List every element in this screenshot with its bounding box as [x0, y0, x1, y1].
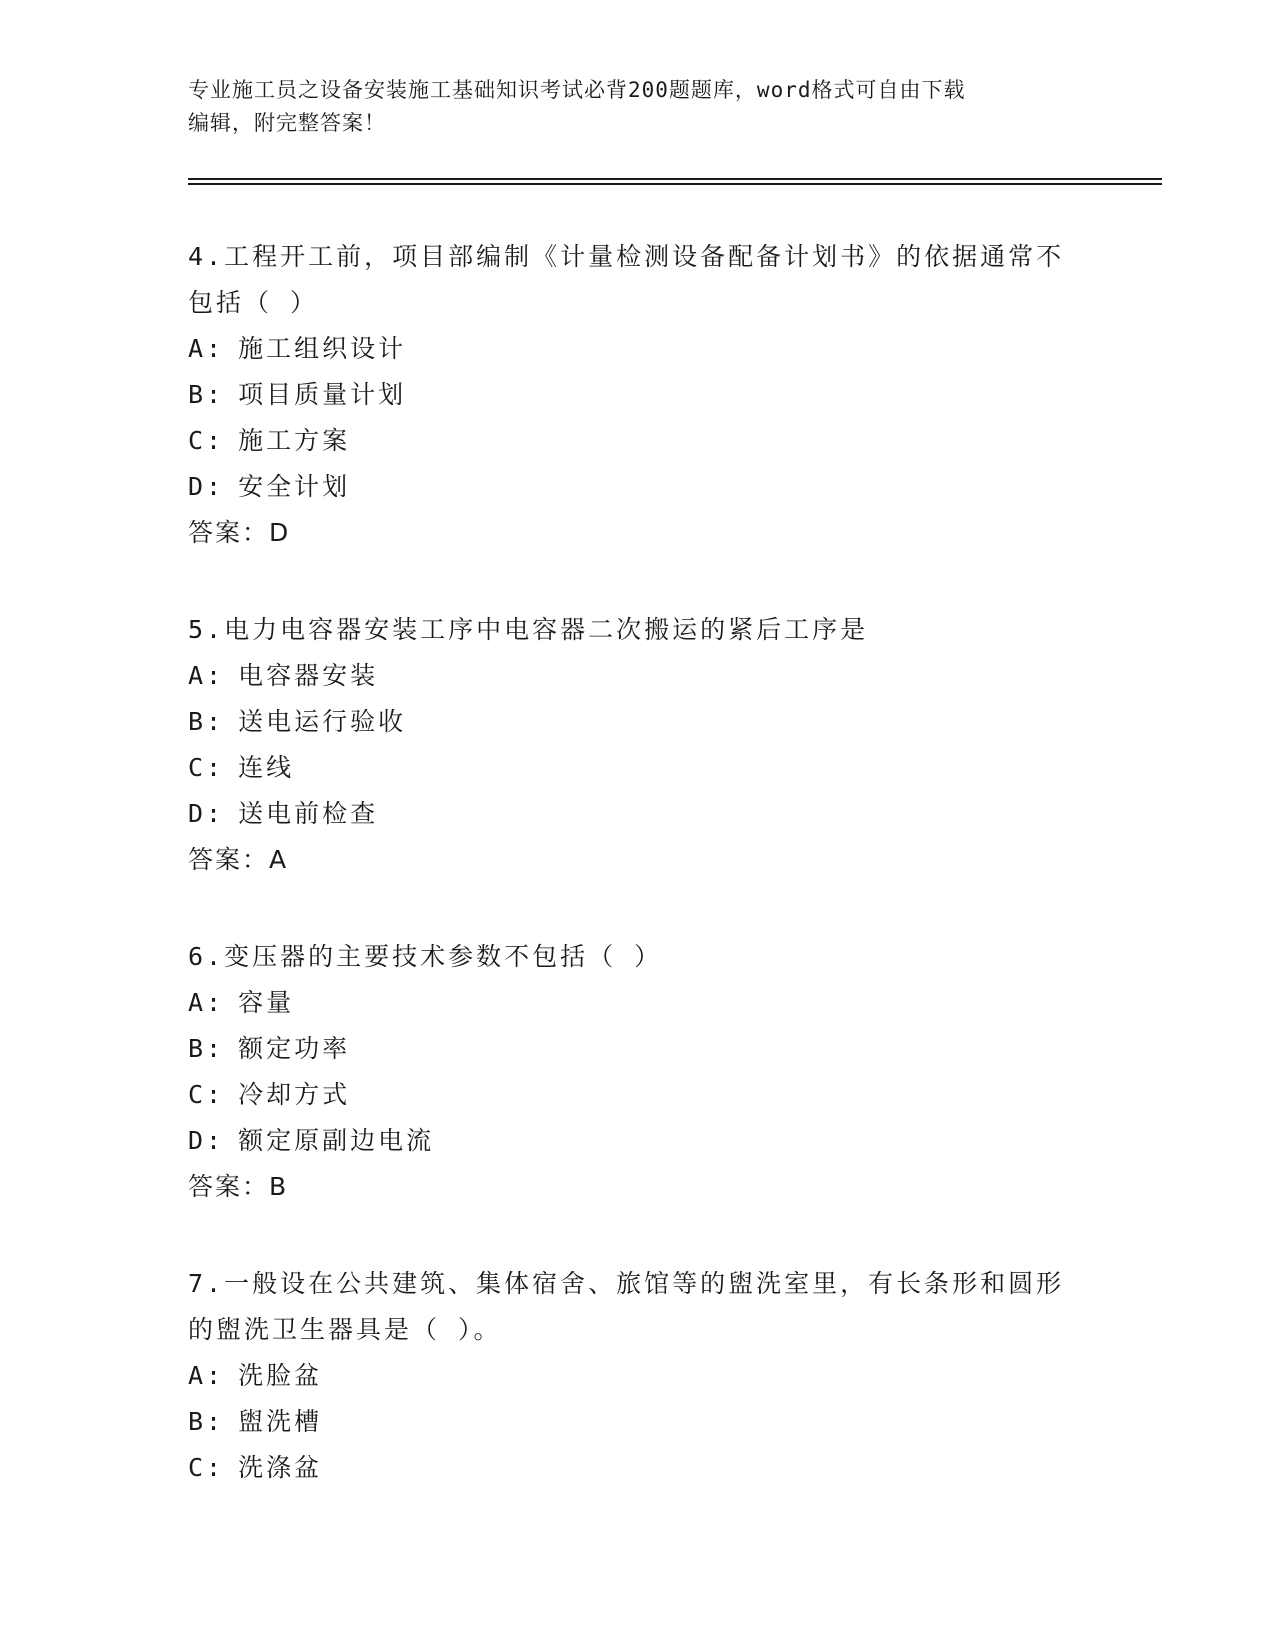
- answer-line: 答案：A: [188, 845, 289, 874]
- option-letter: C:: [188, 426, 225, 455]
- question-text: [188, 234, 1088, 326]
- header-divider-bottom: [188, 183, 1162, 185]
- header-line-2: 编辑，附完整答案！: [188, 111, 386, 135]
- option-b: [188, 1399, 1088, 1445]
- option-d: [188, 791, 1088, 837]
- option-text: 送电运行验收: [238, 707, 407, 736]
- option-b: [188, 372, 1088, 418]
- option-b: [188, 699, 1088, 745]
- option-text: 容量: [238, 988, 295, 1017]
- question-number: 6.: [188, 942, 225, 971]
- question-number: 5.: [188, 615, 225, 644]
- answer-line: 答案：D: [188, 518, 291, 547]
- option-text: 额定原副边电流: [238, 1126, 435, 1155]
- option-c: [188, 1072, 1088, 1118]
- answer-line: 答案：B: [188, 1172, 289, 1201]
- question-6: [188, 934, 1088, 1210]
- option-text: 洗脸盆: [238, 1361, 323, 1390]
- option-text: 安全计划: [238, 472, 351, 501]
- question-text: [188, 1261, 1088, 1353]
- option-a: [188, 980, 1088, 1026]
- question-5: [188, 607, 1088, 883]
- option-letter: C:: [188, 1080, 225, 1109]
- option-text: 洗涤盆: [238, 1453, 323, 1482]
- option-letter: C:: [188, 753, 225, 782]
- question-body: 变压器的主要技术参数不包括（ ）: [224, 942, 663, 971]
- option-a: [188, 326, 1088, 372]
- header-line-1: 专业施工员之设备安装施工基础知识考试必背200题题库，word格式可自由下载: [188, 78, 966, 102]
- option-text: 连线: [238, 753, 295, 782]
- option-c: [188, 418, 1088, 464]
- option-letter: B:: [188, 1407, 225, 1436]
- option-letter: D:: [188, 1126, 225, 1155]
- option-letter: B:: [188, 707, 225, 736]
- option-d: [188, 1118, 1088, 1164]
- question-number: 7.: [188, 1269, 225, 1298]
- option-a: [188, 1353, 1088, 1399]
- question-body: 一般设在公共建筑、集体宿舍、旅馆等的盥洗室里，有长条形和圆形的盥洗卫生器具是（ ）。: [188, 1269, 1065, 1344]
- document-header: [188, 74, 1088, 140]
- question-4: [188, 234, 1088, 556]
- option-letter: B:: [188, 380, 225, 409]
- question-text: [188, 934, 1088, 980]
- question-body: 电力电容器安装工序中电容器二次搬运的紧后工序是: [224, 615, 869, 644]
- question-list: [188, 234, 1088, 1542]
- option-letter: D:: [188, 799, 225, 828]
- option-letter: A:: [188, 1361, 225, 1390]
- option-a: [188, 653, 1088, 699]
- option-b: [188, 1026, 1088, 1072]
- option-text: 施工组织设计: [238, 334, 407, 363]
- option-text: 冷却方式: [238, 1080, 351, 1109]
- option-c: [188, 745, 1088, 791]
- question-text: [188, 607, 1088, 653]
- option-text: 项目质量计划: [238, 380, 407, 409]
- question-body: 工程开工前，项目部编制《计量检测设备配备计划书》的依据通常不包括（ ）: [188, 242, 1065, 317]
- option-letter: A:: [188, 334, 225, 363]
- option-text: 送电前检查: [238, 799, 379, 828]
- header-divider-top: [188, 178, 1162, 180]
- option-text: 施工方案: [238, 426, 351, 455]
- option-letter: D:: [188, 472, 225, 501]
- option-letter: A:: [188, 661, 225, 690]
- option-text: 电容器安装: [238, 661, 379, 690]
- question-7: [188, 1261, 1088, 1491]
- option-text: 额定功率: [238, 1034, 351, 1063]
- option-c: [188, 1445, 1088, 1491]
- option-letter: A:: [188, 988, 225, 1017]
- option-text: 盥洗槽: [238, 1407, 323, 1436]
- option-letter: C:: [188, 1453, 225, 1482]
- option-d: [188, 464, 1088, 510]
- question-number: 4.: [188, 242, 225, 271]
- option-letter: B:: [188, 1034, 225, 1063]
